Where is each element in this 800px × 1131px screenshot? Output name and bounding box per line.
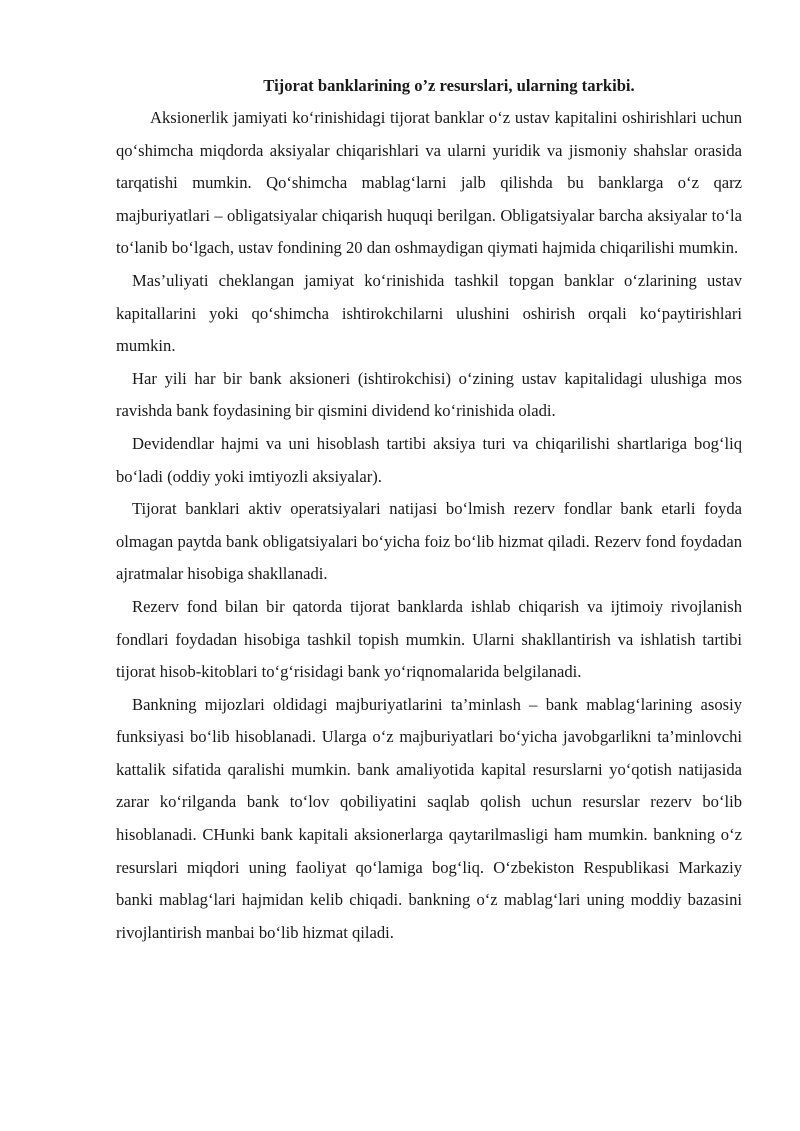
paragraph-7: Bankning mijozlari oldidagi majburiyatlarini ta’minlash – bank mablag‘larining asosiy funksiyasi bo‘lib hisoblanadi. Ularga o‘z majburiyatlari bo‘yicha javobgarlikni ta’minlovchi kattalik sifatida qaralishi mumkin. bank amaliyotida kapital resurslarni yo‘qotish natijasida zarar ko‘rilganda bank to‘lov qobiliyatini saqlab qolish uchun resurslar rezerv bo‘lib hisoblanadi. CHunki bank kapitali aksionerlarga qaytarilmasligi ham mumkin. bankning o‘z resurslari miqdori uning faoliyat qo‘lamiga bog‘liq. O‘zbekiston Respublikasi Markaziy banki mablag‘lari hajmidan kelib chiqadi. bankning o‘z mablag‘lari uning moddiy bazasini rivojlantirish manbai bo‘lib hizmat qiladi. — [116, 694, 742, 942]
paragraph-6: Rezerv fond bilan bir qatorda tijorat banklarda ishlab chiqarish va ijtimoiy rivojlanish fondlari foydadan hisobiga tashkil topish mumkin. Ularni shakllantirish va ishlatish tartibi tijorat hisob-kitoblari to‘g‘risidagi bank yo‘riqnomalarida belgilanadi. — [116, 596, 742, 682]
paragraph-1: Aksionerlik jamiyati ko‘rinishidagi tijorat banklar o‘z ustav kapitalini oshirishlari uchun qo‘shimcha miqdorda aksiyalar chiqarishlari va ularni yuridik va jismoniy shahslar orasida tarqatishi mumkin. Qo‘shimcha mablag‘larni jalb qilishda bu banklarga o‘z qarz majburiyatlari – obligatsiyalar chiqarish huquqi berilgan. Obligatsiyalar barcha aksiyalar to‘la to‘lanib bo‘lgach, ustav fondining 20 dan oshmaydigan qiymati hajmida chiqarilishi mumkin. — [116, 108, 742, 258]
paragraph-2: Mas’uliyati cheklangan jamiyat ko‘rinishida tashkil topgan banklar o‘zlarining ustav kapitallarini yoki qo‘shimcha ishtirokchilarni ulushini oshirish orqali ko‘paytirishlari mumkin. — [116, 270, 742, 356]
paragraph-3: Har yili har bir bank aksioneri (ishtirokchisi) o‘zining ustav kapitalidagi ulushiga mos ravishda bank foydasining bir qismini dividend ko‘rinishida oladi. — [116, 368, 742, 421]
paragraph-4: Devidendlar hajmi va uni hisoblash tartibi aksiya turi va chiqarilishi shartlariga bog‘liq bo‘ladi (oddiy yoki imtiyozli aksiyalar). — [116, 433, 742, 486]
document-title: Tijorat banklarining o’z resurslari, ularning tarkibi. — [263, 76, 635, 95]
paragraph-5: Tijorat banklari aktiv operatsiyalari natijasi bo‘lmish rezerv fondlar bank etarli foyda olmagan paytda bank obligatsiyalari bo‘yicha foiz bo‘lib hizmat qiladi. Rezerv fond foydadan ajratmalar hisobiga shakllanadi. — [116, 499, 742, 584]
document-body — [116, 70, 742, 949]
